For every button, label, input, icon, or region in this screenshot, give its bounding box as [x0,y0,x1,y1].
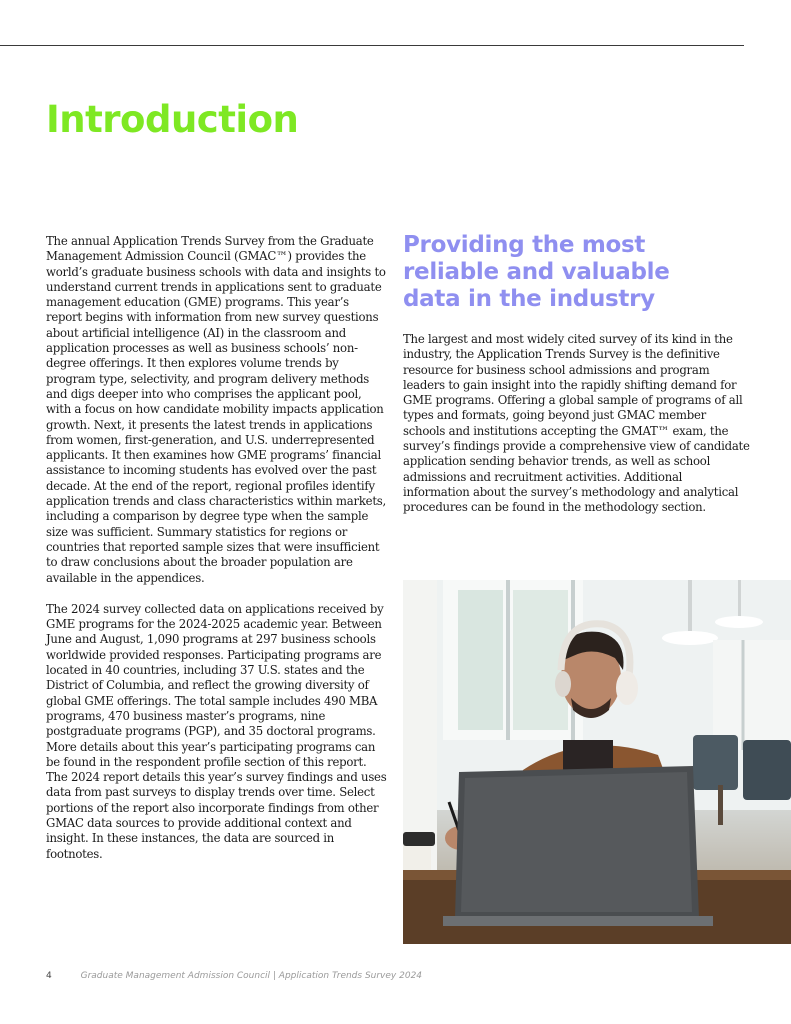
survey-description-paragraph: The largest and most widely cited survey of its kind in the industry, the Application Trends Survey is the definitive resource for business school admissions and program leaders to gain insight into the rapidly shifting demand for GME programs. Offering a global sample of programs of all types and formats, going beyond just GMAC member schools and institutions accepting the GMAT™ exam, the survey’s findings provide a comprehensive view of candidate application sending behavior trends, as well as school admissions and recruitment activities. Additional information about the survey’s methodology and analytical procedures can be found in the methodology section. [403,332,750,515]
survey-description [403,332,751,516]
footer-publication-title: Graduate Management Admission Council | Application Trends Survey 2024 [80,971,423,981]
student-laptop-photo [403,580,791,944]
student-laptop-illustration [403,580,791,944]
intro-paragraph-2: The 2024 survey collected data on applications received by GME programs for the 2024-2025 academic year. Between June and August, 1,090 programs at 297 business schools worldwide provided responses. Participating programs are located in 40 countries, including 37 U.S. states and the District of Columbia, and reflect the growing diversity of global GME offerings. The total sample includes 490 MBA programs, 470 business master’s programs, nine postgraduate programs (PGP), and 35 doctoral programs. More details about this year’s participating programs can be found in the respondent profile section of this report. The 2024 report details this year’s survey findings and uses data from past surveys to display trends over time. Select portions of the report also incorporate findings from other GMAC data sources to provide additional context and insight. In these instances, the data are sourced in footnotes. [46,601,387,861]
page-title: Introduction [46,98,299,141]
section-heading: Providing the most reliable and valuable data in the industry [403,232,670,312]
intro-column [46,234,388,878]
intro-paragraph-1: The annual Application Trends Survey from the Graduate Management Admission Council (GMAC™) provides the world’s graduate business schools with data and insights to understand current trends in applications sent to graduate management education (GME) programs. This year’s report begins with information from new survey questions about artificial intelligence (AI) in the classroom and application processes as well as business schools’ non-degree offerings. It then explores volume trends by program type, selectivity, and program delivery methods and digs deeper into who comprises the applicant pool, with a focus on how candidate mobility impacts application growth. Next, it presents the latest trends in applications from women, first-generation, and U.S. underrepresented applicants. It then examines how GME programs’ financial assistance to incoming students has evolved over the past decade. At the end of the report, regional profiles identify application trends and class characteristics within markets, including a comparison by degree type when the sample size was sufficient. Summary statistics for regions or countries that reported sample sizes that were insufficient to draw conclusions about the broader population are available in the appendices. [46,234,386,585]
page-footer [46,971,422,981]
page-number: 4 [46,971,52,981]
header-rule [0,45,744,46]
